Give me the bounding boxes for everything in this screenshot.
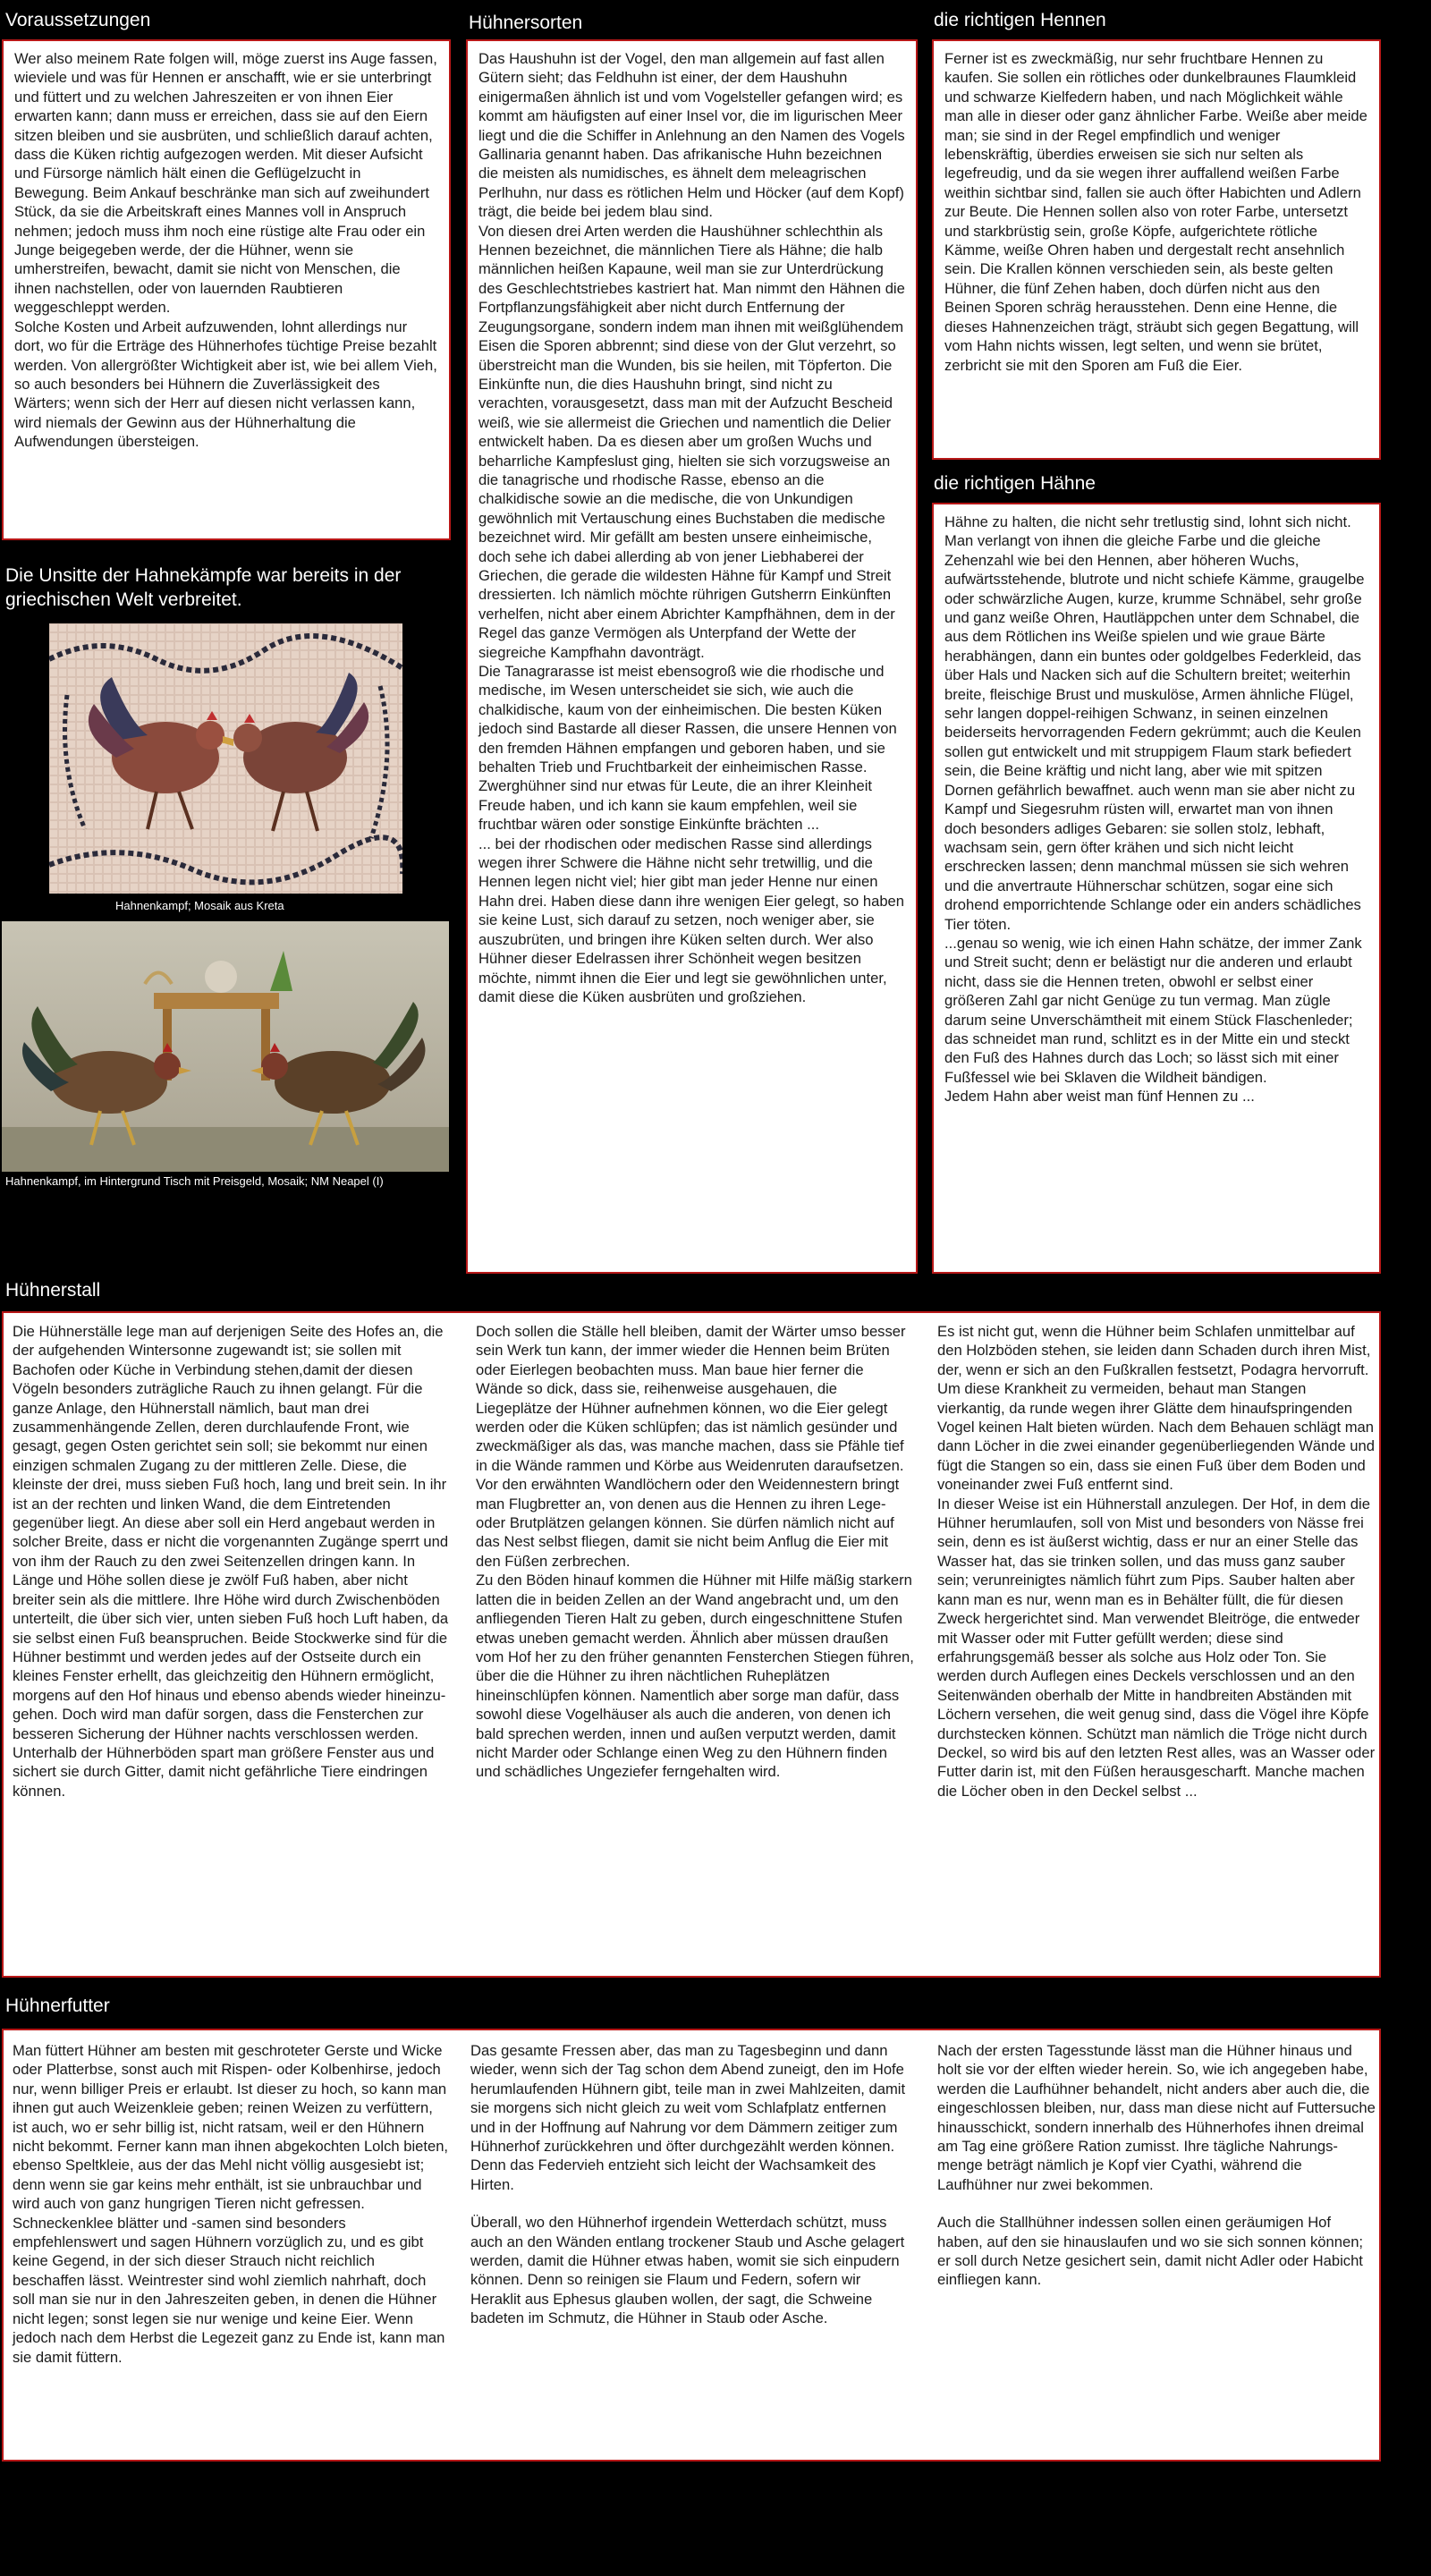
huehnerfutter-para: Das gesamte Fressen aber, das man zu Tagesbeginn und dann wieder, wenn sich der Tag schon dem Abend zuneigt, den im Hofe herumlaufenden Hühnern gibt, teile man in zwei Mahlzeiten, damit sie morgens sich nicht gleich zu weit vom Schlafplatz entfernen und in der Hoffnung auf Nahrung vor dem Dämmern zeitiger zum Hühnerhof zurückkehren und öfter durchgezählt werden können. Denn das Federvieh entzieht sich leicht der Wachsamkeit des Hirten. <box>470 2042 906 2193</box>
huehnersorten-para: Zwerghühner sind nur etwas für Leute, die an ihrer Kleinheit Freude haben, und ich kann sie kaum empfehlen, weil sie fruchtbar wären oder sonstige Einkünfte brächten ... <box>478 777 872 834</box>
huehnerfutter-para: Auch die Stallhühner indessen sollen einen geräumigen Hof haben, auf den sie hinauslaufen und wo sie sich sonnen können; er soll durch Netze gesichert sein, damit nicht Adler oder Habicht einfliegen kann. <box>937 2214 1364 2289</box>
rooster-fight-mosaic-icon <box>2 921 449 1172</box>
mosaic-image-naples <box>2 921 449 1172</box>
haehne-para: ...genau so wenig, wie ich einen Hahn schätze, der immer Zank und Streit sucht; denn er belästigt nur die anderen und erlaubt nicht, dass sie die Hennen treten, obwohl er selbst einer größeren Zahl gar nicht Genüge zu tun vermag. Man zügle darum seine Unverschämtheit mit einem Stück Flaschenleder; das schneidet man rund, schlitzt es in der Mitte ein und steckt den Fuß des Hahnes durch das Loch; so lässt sich mit einer Fußfessel wie bei Sklaven die Wildheit bändigen. <box>944 934 1362 1086</box>
huehnersorten-para: Die Tanagrarasse ist meist ebensogroß wie die rhodische und medische, im Wesen unterscheidet sie sich, wie auch die chalkidische, kaum von der einheimischen. Die besten Küken jedoch sind Bastarde all dieser Rassen, die unsere Hennen von den fremden Hähnen empfangen und geboren haben, und sie behalten Trieb und Fruchtbarkeit der einheimischen Rasse. <box>478 663 897 776</box>
huehnersorten-para: Von diesen drei Arten werden die Haushühner schlechthin als Hennen bezeichnet, die männlichen Tiere als Hähne; die halb männlichen heißen Kapaune, weil man sie zur Unterdrückung des Geschlechtstriebes kastriert hat. Man nimmt den Hähnen die Fortpflanzungsfähigkeit aber nicht durch Entfernung der Zeugungsorgane, sondern indem man ihnen mit weißglühendem Eisen die Sporen abbrennt; sind diese von der Glut verzehrt, so überstreicht man die Wunden, bis sie heilen, mit Töpferton. Die Einkünfte nun, die dies Haushuhn bringt, sind nicht zu verachten, vorausgesetzt, dass man mit der Aufzucht Bescheid weiß, wie sie allermeist die Griechen und namentlich die Delier entwickelt haben. Da es diesen aber um großen Wuchs und beharrliche Kampfeslust ging, hielten sie sich vorzugsweise an die tanagrische und rhodische Rasse, ebenso an die chalkidische sowie an die medische, die von Unkundigen gewöhnlich mit Vertauschung eines Buchstaben die medische bezeichnet wird. Mir gefällt am besten unsere einheimische, doch sehe ich dabei allerding ab von jener Liebhaberei der Griechen, die gerade die wildesten Hähne für Kampf und Streit dressierten. Ich nämlich möchte rührigen Gutsherrn Einkünften verhelfen, nicht aber einem Abrichter Kampfhähnen, dem in der Regel das ganze Vermögen als Unterpfand der Wette der siegreiche Kampfhahn davonträgt. <box>478 222 905 661</box>
huehnerstall-col-1 <box>13 1322 451 1801</box>
huehnerfutter-col-3 <box>937 2041 1376 2290</box>
hennen-box <box>932 39 1381 460</box>
heading-hennen: die richtigen Hennen <box>934 10 1106 30</box>
voraussetzungen-para: Wer also meinem Rate folgen will, möge zuerst ins Auge fassen, wieviele und was für Hennen er anschafft, wie er sie unterbringt und füttert und zu welchen Jahreszeiten er von ihnen Eier erwarten kann; dann muss er erreichen, dass sie auf den Eiern sitzen bleiben und sie ausbrüten, und schließlich darauf achten, dass die Küken richtig aufgezogen werden. Mit dieser Aufsicht und Fürsorge nämlich hält einen die Geflügelzucht in Bewegung. Beim Ankauf beschränke man sich auf zweihundert Stück, da sie die Arbeitskraft eines Mannes voll in Anspruch nehmen; jedoch muss ihm noch eine rüstige alte Frau oder ein Junge beigegeben werde, der die Hühner, wenn sie umherstreifen, bewacht, damit sie nicht von Menschen, die ihnen nachstellen, oder von lauernden Raubtieren weggeschleppt werden. <box>14 50 437 317</box>
heading-huehnerfutter: Hühnerfutter <box>5 1996 110 2016</box>
huehnersorten-para: ... bei der rhodischen oder medischen Rasse sind allerdings wegen ihrer Schwere die Hähne nicht sehr tretwillig, und die Hennen legen nicht viel; hier gibt man jeder Henne nur einen Hahn drei. Haben diese dann ihre wenigen Eier gelegt, so haben sie keine Lust, sich darauf zu setzen, noch weniger aber, sie auszubrüten, und bringen ihre Küken selten durch. Wer also Hühner dieser Edelrassen ihrer Schönheit wegen besitzen möchte, nimmt ihnen die Eier und legt sie gewöhnlichen unter, damit diese die Küken ausbrüten und großziehen. <box>478 835 905 1005</box>
huehnerstall-col-2 <box>476 1322 914 1782</box>
huehnerstall-box <box>2 1311 1381 1978</box>
heading-huehnerstall: Hühnerstall <box>5 1280 101 1301</box>
huehnerstall-para: Die Hühnerställe lege man auf derjenigen Seite des Hofes an, die der aufgehenden Wintersonne zugewandt ist; sie sollen mit Bachofen oder Küche in Verbindung stehen,damit der diesen Vögeln besonders zuträgliche Rauch zu ihnen gelangt. Für die ganze Anlage, den Hühnerstall nämlich, baut man drei zusammenhängende Zellen, deren durchlaufende Front, wie gesagt, gegen Osten gerichtet sein soll; sie bekommt nur einen einzigen schmalen Zugang zu der mittleren Zelle. Diese, die kleinste der drei, muss sieben Fuß hoch, lang und breit sein. In ihr ist an der rechten und linken Wand, die dem Eintretenden gegenüber liegt. An diese aber soll ein Herd angebaut werden in solcher Breite, dass er nicht die vorgenannten Zugänge sperrt und von ihm der Rauch zu den zwei Seitenzellen dringen kann. In Länge und Höhe sollen diese je zwölf Fuß haben, aber nicht breiter sein als die mittlere. Ihre Höhe wird durch Zwischenböden unterteilt, die über sich vier, unten sieben Fuß hoch Luft haben, da sie selbst einen Fuß beanspruchen. Beide Stockwerke sind für die Hühner bestimmt und werden jedes auf der Ostseite durch ein kleines Fenster erhellt, das gleichzeitig den Hühnern ermöglicht, morgens auf den Hof hinaus und ebenso abends wieder hineinzu-gehen. Doch wird man dafür sorgen, dass die Fensterchen zur besseren Sicherung der Hühner nachts verschlossen werden. Unterhalb der Hühnerböden spart man größere Fenster aus und sichert sie durch Gitter, damit nicht gefährliche Tiere eindringen können. <box>13 1323 449 1800</box>
huehnerstall-para: Es ist nicht gut, wenn die Hühner beim Schlafen unmittelbar auf den Holzböden stehen, sie leiden dann Schaden durch ihren Mist, der, wenn er sich an den Fußkrallen festsetzt, Podagra hervorruft. Um diese Krankheit zu vermeiden, behaut man Stangen vierkantig, da runde wegen ihrer Glätte dem hinaufspringenden Vogel keinen Halt bieten würden. Nach dem Behauen schlägt man dann Löcher in die zwei einander gegenüberliegenden Wände und fügt die Stangen so ein, dass sie einen Fuß über dem Boden und voneinander zwei Fuß entfernt sind. <box>937 1323 1375 1494</box>
haehne-para: Jedem Hahn aber weist man fünf Hennen zu ... <box>944 1088 1255 1106</box>
huehnersorten-box <box>466 39 918 1274</box>
heading-haehne: die richtigen Hähne <box>934 473 1096 494</box>
heading-voraussetzungen: Voraussetzungen <box>5 10 151 30</box>
mosaic-caption-crete: Hahnenkampf; Mosaik aus Kreta <box>115 899 284 912</box>
rooster-mosaic-icon <box>49 623 402 894</box>
voraussetzungen-para: Solche Kosten und Arbeit aufzuwenden, lohnt allerdings nur dort, wo für die Erträge des Hühnerhofes tüchtige Preise bezahlt werden. Von allergrößter Wichtigkeit aber ist, wie bei allem Vieh, so auch besonders bei Hühnern die Zuverlässigkeit des Wärters; wenn sich der Herr auf diesen nicht verlassen kann, wird niemals der Gewinn aus der Hühnerhaltung die Aufwendungen übersteigen. <box>14 318 437 451</box>
huehnerfutter-col-2 <box>470 2041 914 2328</box>
heading-huehnersorten: Hühnersorten <box>469 13 583 33</box>
huehnerfutter-col-1 <box>13 2041 451 2367</box>
voraussetzungen-box <box>2 39 451 540</box>
huehnerstall-para: Zu den Böden hinauf kommen die Hühner mit Hilfe mäßig starkern latten die in beiden Zellen an der Wand angebracht und, um den anfliegenden Tieren Halt zu geben, durch eingeschnittene Stufen etwas uneben gemacht werden. Ähnlich aber müssen draußen vom Hof her zu den früher genannten Fensterchen Stiegen führen, über die die Hühner zu ihren nächtlichen Ruheplätzen hineinschlüpfen können. Namentlich aber sorge man dafür, dass sowohl diese Vogelhäuser als auch die anderen, von denen ich bald sprechen werden, innen und außen verputzt werden, damit nicht Marder oder Schlange einen Weg zu den Hühnern finden und schädliches Ungeziefer ferngehalten wird. <box>476 1572 914 1781</box>
mosaic-image-crete <box>49 623 402 894</box>
intro-text: Die Unsitte der Hahnekämpfe war bereits in der griechischen Welt verbreitet. <box>5 565 402 610</box>
huehnerfutter-para: Man füttert Hühner am besten mit geschroteter Gerste und Wicke oder Platterbse, sonst auch mit Rispen- oder Kolbenhirse, jedoch nur, wenn billiger Preis er erlaubt. Ist dieser zu hoch, so kann man ihnen gut auch Weizenkleie geben; reinen Weizen zu verfüttern, ist auch, wo er sehr billig ist, nicht ratsam, weil er den Hühnern nicht bekommt. Ferner kann man ihnen abgekochten Lolch bieten, ebenso Speltkleie, aus der das Mehl nicht völlig ausgesiebt ist; denn wenn sie gar keins mehr enthält, ist sie unbrauchbar und wird auch von ganz hungrigen Tieren nicht gefressen. Schneckenklee blätter und -samen sind besonders empfehlenswert und sagen Hühnern vorzüglich zu, und es gibt keine Gegend, in der sich dieser Strauch nicht reichlich beschaffen lässt. Weintrester sind wohl ziemlich nahrhaft, doch soll man sie nur in den Jahreszeiten geben, in denen die Hühner nicht legen; sonst legen sie nur wenige und keine Eier. Wenn jedoch nach dem Herbst die Legezeit ganz zu Ende ist, kann man sie damit füttern. <box>13 2042 449 2366</box>
haehne-para: Hähne zu halten, die nicht sehr tretlustig sind, lohnt sich nicht. Man verlangt von ihnen die gleiche Farbe und die gleiche Zehenzahl wie bei den Hennen, aber höheren Wuchs, aufwärtsstehende, blutrote und nicht schiefe Kämme, graugelbe oder schwärzliche Augen, kurze, krumme Schnäbel, sehr große und ganz weiße Ohren, Hautläppchen unter dem Schnabel, die aus dem Rötlichen ins Weiße spielen und wie graue Bärte herabhängen, dann ein buntes oder goldgelbes Federkleid, das über Hals und Nacken sich auf die Schultern breitet; weiterhin breite, fleischige Brust und muskulöse, Armen ähnliche Flügel, sehr langen doppel-reihigen Schwanz, in seinen einzelnen beiderseits hervorragenden Federn gekrümmt; auch die Keulen sollen gut entwickelt und mit struppigem Flaum stark befiedert sein, die Beine kräftig und nicht lang, aber wie mit spitzen Dornen gefährlich bewaffnet. auch wenn man sie aber nicht zu Kampf und Siegesruhm rüsten will, erwartet man von ihnen doch besonders adliges Gebaren: sie sollen stolz, lebhaft, wachsam sein, gern öfter krähen und sich nicht leicht erschrecken lassen; denn manchmal müssen sie sich wehren und die anvertraute Hühnerschar schützen, sogar eine sich drohend emporrichtende Schlange oder ein anders schädliches Tier töten. <box>944 513 1365 933</box>
huehnerstall-col-3 <box>937 1322 1376 1801</box>
huehnerfutter-para: Überall, wo den Hühnerhof irgendein Wetterdach schützt, muss auch an den Wänden entlang trockener Staub und Asche gelagert werden, damit die Hühner etwas haben, womit sie sich einpudern können. Denn so reinigen sie Flaum und Federn, sofern wir Heraklit aus Ephesus glauben wollen, der sagt, die Schweine badeten im Schmutz, die Hühner in Staub oder Asche. <box>470 2214 905 2327</box>
mosaic-caption-naples: Hahnenkampf, im Hintergrund Tisch mit Preisgeld, Mosaik; NM Neapel (I) <box>5 1174 384 1188</box>
huehnerfutter-box <box>2 2029 1381 2462</box>
huehnerstall-para: Doch sollen die Ställe hell bleiben, damit der Wärter umso besser sein Werk tun kann, der immer wieder die Hennen beim Brüten oder Eierlegen beobachten muss. Man baue hier ferner die Wände so dick, dass sie, reihenweise ausgehauen, die Liegeplätze der Hühner aufnehmen können, wo die Eier gelegt werden oder die Küken schlüpfen; das ist nämlich gesünder und zweckmäßiger als das, was manche machen, dass sie Pfähle tief in die Wände rammen und Körbe aus Weidenruten daraufsetzen. Vor den erwähnten Wandlöchern oder den Weidennestern bringt man Flugbretter an, von denen aus die Hennen zu ihren Lege- oder Brutplätzen gelangen können. Sie dürfen nämlich nicht auf das Nest selbst fliegen, damit sie nicht beim Anflug die Eier mit den Füßen zerbrechen. <box>476 1323 906 1570</box>
huehnerstall-para: In dieser Weise ist ein Hühnerstall anzulegen. Der Hof, in dem die Hühner herumlaufen, soll von Mist und besonders von Nässe frei sein, denn es ist äußerst wichtig, dass er nur an einer Stelle das Wasser hat, das sie trinken sollen, und das muss ganz sauber sein; verunreinigtes nämlich führt zum Pips. Sauber halten aber kann man es nur, wenn man es in Behälter füllt, die für diesen Zweck hergerichtet sind. Man verwendet Bleitröge, die entweder mit Wasser oder mit Futter gefüllt werden; diese sind erfahrungsgemäß besser als solche aus Holz oder Ton. Sie werden durch Auflegen eines Deckels verschlossen und an den Seitenwänden oberhalb der Mitte in handbreiten Abständen mit Löchern versehen, die weit genug sind, dass die Vögel ihre Köpfe durchstecken können. Schützt man nämlich die Tröge nicht durch Deckel, so wird bis auf den letzten Rest alles, was an Wasser oder Futter darin ist, mit den Füßen herausgescharft. Manche machen die Löcher oben in den Deckel selbst ... <box>937 1495 1376 1800</box>
haehne-box <box>932 503 1381 1274</box>
huehnersorten-para: Das Haushuhn ist der Vogel, den man allgemein auf fast allen Gütern sieht; das Feldhuhn ist einer, der dem Haushuhn einigermaßen ähnlich ist und vom Vogelsteller gefangen wird; es kommt am häufigsten auf einer Insel vor, die im ligurischen Meer liegt und die die Schiffer in Anlehnung an den Namen des Vogels Gallinaria genannt haben. Das afrikanische Huhn bezeichnen die meisten als numidisches, es ähnelt dem meleagrischen Perlhuhn, nur dass es rötlichen Helm und Höcker (auf dem Kopf) trägt, die beide bei jedem blau sind. <box>478 50 905 221</box>
hennen-para: Ferner ist es zweckmäßig, nur sehr fruchtbare Hennen zu kaufen. Sie sollen ein rötliches oder dunkelbraunes Flaumkleid und schwarze Kielfedern haben, und nach Möglichkeit wähle man alle in dieser oder ganz ähnlicher Farbe. Weiße aber meide man; sie sind in der Regel empfindlich und weniger lebenskräftig, überdies erweisen sie sich nur selten als legefreudig, und da sie wegen ihrer auffallend weißen Farbe weithin sichtbar sind, fallen sie auch öfter Habichten und Adlern zur Beute. Die Hennen sollen also von roter Farbe, untersetzt und starkbrüstig sein, große Köpfe, aufgerichtete rötliche Kämme, weiße Ohren haben und dergestalt recht ansehnlich sein. Die Krallen können verschieden sein, als beste gelten Hühner, die fünf Zehen haben, doch dürfen nicht aus den Beinen Sporen schräg herausstehen. Denn eine Henne, die dieses Hahnenzeichen trägt, sträubt sich gegen Begattung, will vom Hahn nichts wissen, legt selten, und wenn sie brütet, zerbricht sie mit den Sporen am Fuß die Eier. <box>944 50 1367 374</box>
huehnerfutter-para: Nach der ersten Tagesstunde lässt man die Hühner hinaus und holt sie vor der elften wieder herein. So, wie ich angegeben habe, werden die Laufhühner behandelt, nicht anders aber auch die, die eingeschlossen bleiben, nur, dass man diese nicht auf Futtersuche hinausschickt, sondern innerhalb des Hühnerhofes ihnen dreimal am Tag eine größere Ration zumisst. Ihre tägliche Nahrungs-menge beträgt nämlich je Kopf vier Cyathi, während die Laufhühner nur zwei bekommen. <box>937 2042 1376 2193</box>
